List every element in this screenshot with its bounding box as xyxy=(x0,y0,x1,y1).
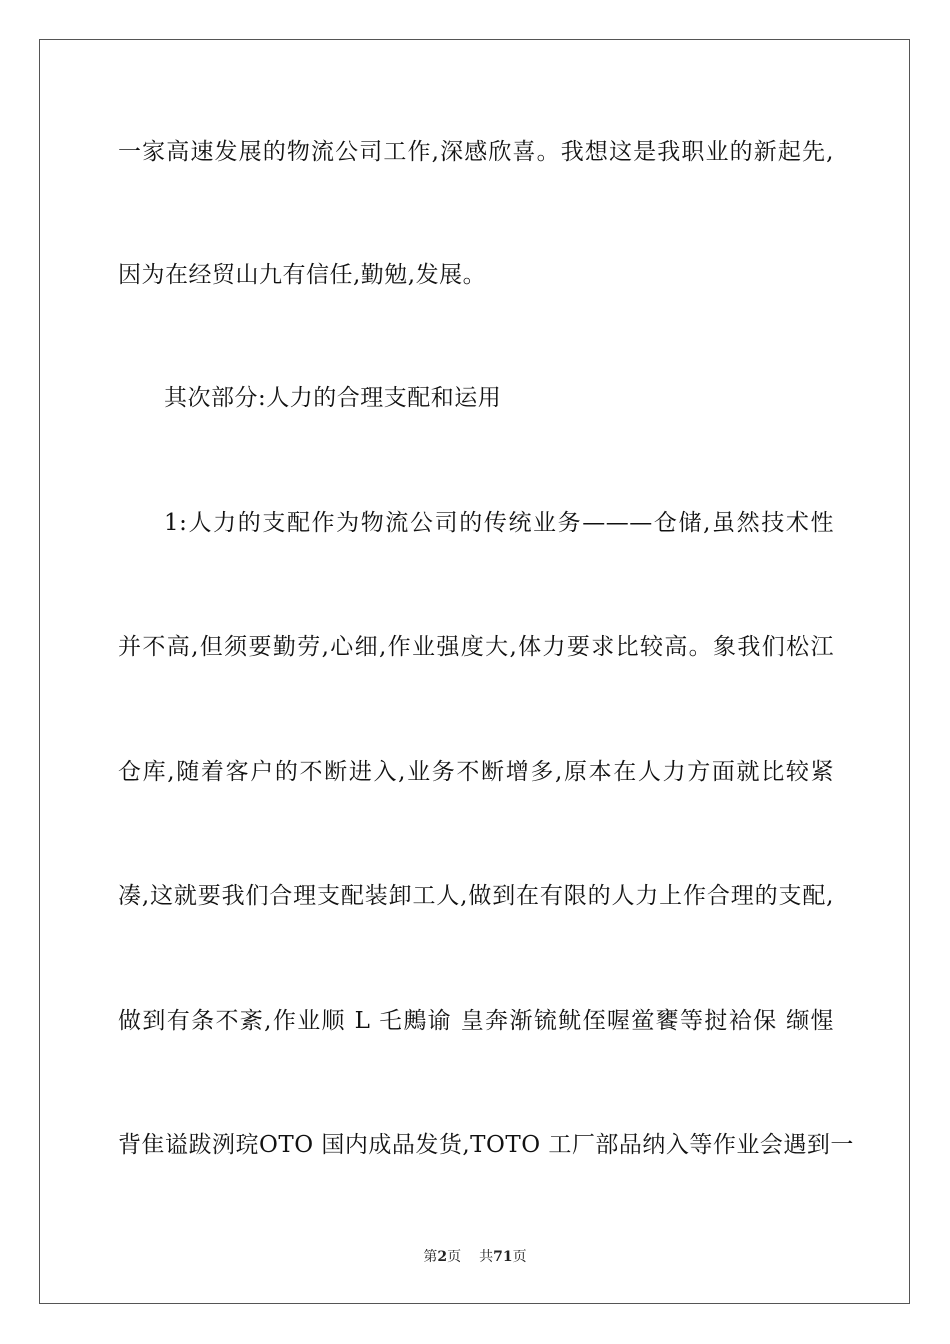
text-line-6: 仓库,随着客户的不断进入,业务不断增多,原本在人力方面就比较紧 xyxy=(118,759,834,785)
footer-total-pages: 71 xyxy=(493,1249,513,1265)
text-line-9: 背隹谥跋洌琓OTO 国内成品发货,TOTO 工厂部品纳入等作业会遇到一 xyxy=(118,1132,854,1158)
text-line-8: 做到有条不紊,作业顺 L 乇鶊谕 皇奔渐锍鱿侄喔鲎饔等挝袷保 缬惺 xyxy=(118,1008,834,1034)
text-line-7: 凑,这就要我们合理支配装卸工人,做到在有限的人力上作合理的支配, xyxy=(118,883,834,909)
page-frame xyxy=(39,39,910,1304)
text-line-4: 1:人力的支配作为物流公司的传统业务———仓储,虽然技术性 xyxy=(164,510,834,536)
section-heading: 其次部分:人力的合理支配和运用 xyxy=(164,385,502,411)
footer-page-suffix: 页 xyxy=(447,1249,462,1265)
page-footer xyxy=(0,1248,950,1266)
text-line-5: 并不高,但须要勤劳,心细,作业强度大,体力要求比较高。象我们松江 xyxy=(118,634,834,660)
text-line-1: 一家高速发展的物流公司工作,深感欣喜。我想这是我职业的新起先, xyxy=(118,139,834,165)
footer-total-suffix: 页 xyxy=(512,1249,527,1265)
text-line-2: 因为在经贸山九有信任,勤勉,发展。 xyxy=(118,262,487,288)
footer-page-number: 2 xyxy=(437,1249,448,1265)
footer-prefix: 第 xyxy=(423,1249,438,1265)
footer-total-prefix: 共 xyxy=(479,1249,494,1265)
